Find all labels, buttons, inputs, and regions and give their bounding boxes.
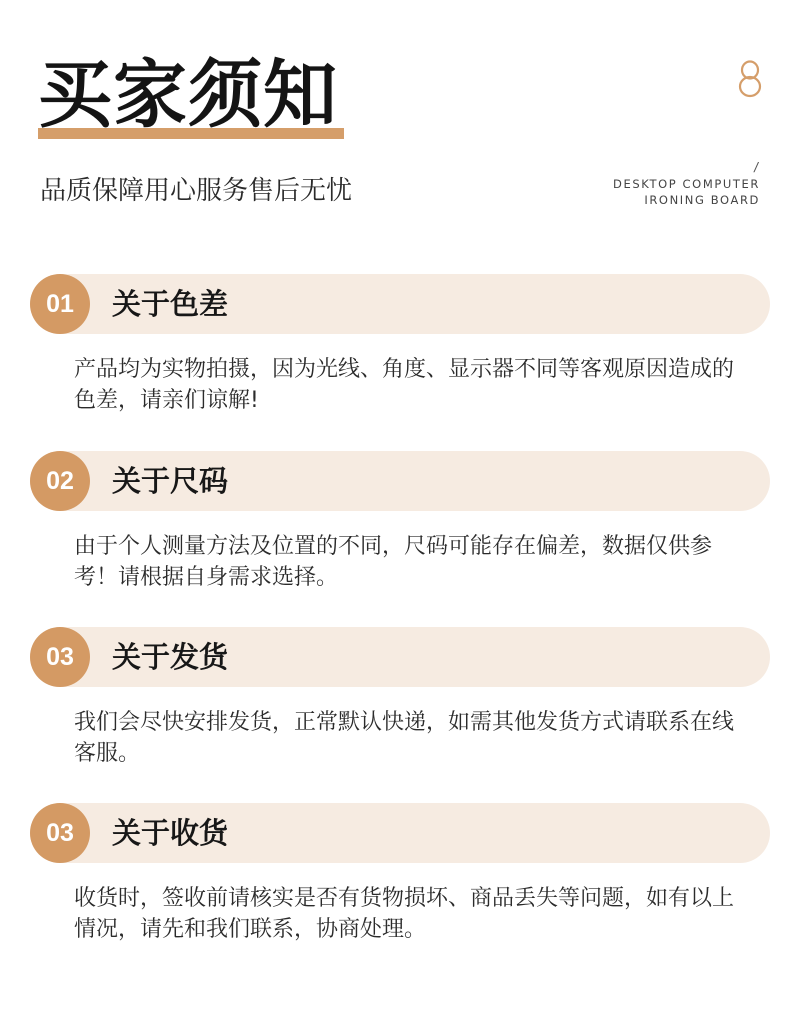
section-heading: 关于色差 xyxy=(112,287,229,321)
decorative-slash: / xyxy=(752,160,760,174)
section-heading: 关于发货 xyxy=(112,640,229,674)
decorative-text-line-1: DESKTOP COMPUTER xyxy=(613,177,760,191)
figure-eight-logo-icon xyxy=(737,60,763,98)
section-body: 产品均为实物拍摄，因为光线、角度、显示器不同等客观原因造成的色差，请亲们谅解! xyxy=(74,357,735,413)
page-subtitle: 品质保障用心服务售后无忧 xyxy=(40,176,353,206)
section-number-badge: 02 xyxy=(30,451,90,511)
decorative-text-line-2: IRONING BOARD xyxy=(644,193,760,207)
section-number-badge: 01 xyxy=(30,274,90,334)
page-title: 买家须知 xyxy=(38,52,338,138)
section-heading: 关于收货 xyxy=(112,816,229,850)
section-number-badge: 03 xyxy=(30,627,90,687)
section-body: 由于个人测量方法及位置的不同，尺码可能存在偏差，数据仅供参考！请根据自身需求选择。 xyxy=(74,534,713,590)
section-heading: 关于尺码 xyxy=(112,464,229,498)
section-body: 我们会尽快安排发货，正常默认快递，如需其他发货方式请联系在线客服。 xyxy=(74,710,735,766)
section-number-badge: 03 xyxy=(30,803,90,863)
section-body: 收货时，签收前请核实是否有货物损坏、商品丢失等问题，如有以上情况，请先和我们联系，协商处理。 xyxy=(74,886,735,942)
